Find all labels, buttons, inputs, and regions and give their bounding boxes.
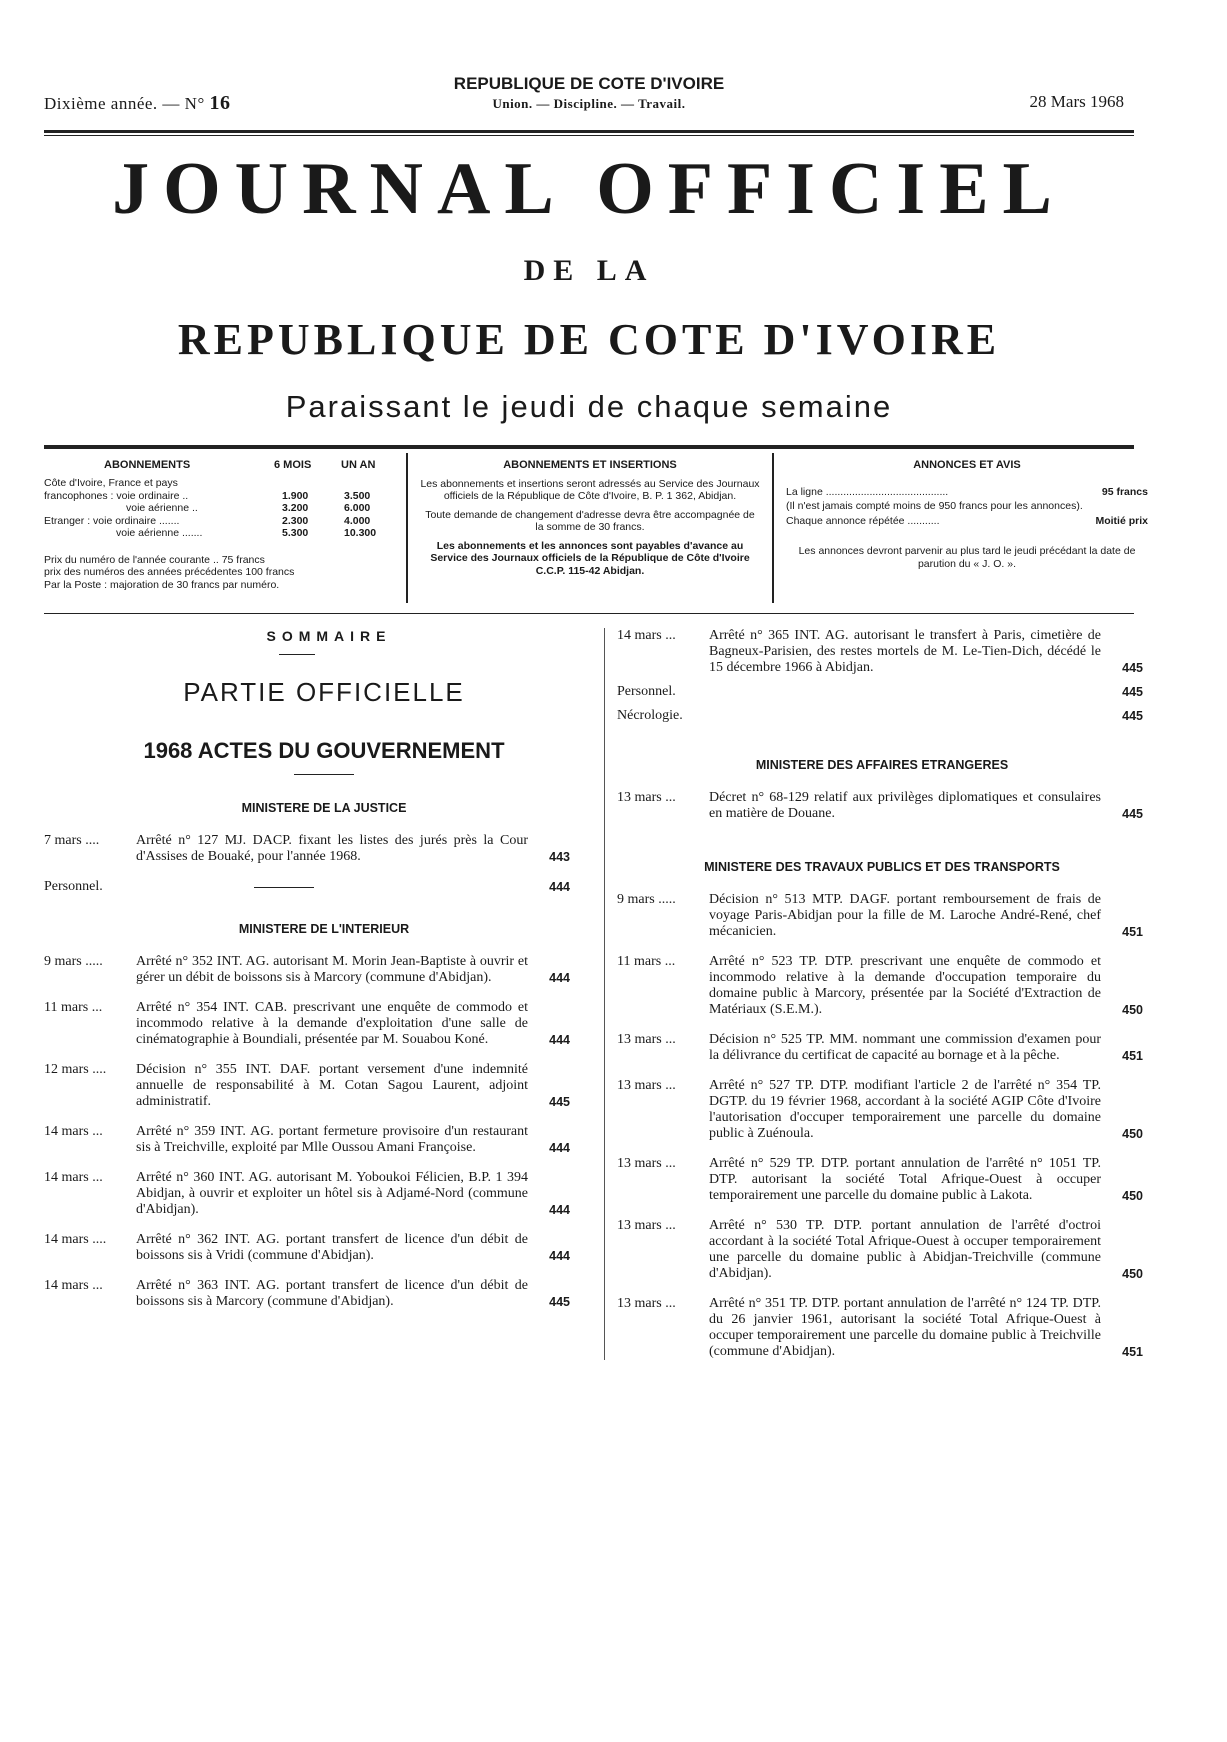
list-item: 14 mars ... Arrêté n° 359 INT. AG. portant fermeture provisoire d'un restaurant sis à Treichville, exploité par Mlle Oussou Amani Françoise. 444 [44, 1124, 570, 1155]
annonces-column [772, 453, 1148, 603]
publication-frequency: Paraissant le jeudi de chaque semaine [285, 389, 893, 424]
sommaire-title: SOMMAIRE [266, 628, 392, 644]
list-item: 14 mars ... Arrêté n° 363 INT. AG. portant transfert de licence d'un débit de boissons sis à Marcory (commune d'Abidjan). 445 [44, 1278, 570, 1309]
rate-row: voie aérienne ....... 5.300 10.300 [116, 527, 377, 539]
minimum-note: (Il n'est jamais compté moins de 950 francs pour les annonces). [786, 499, 1083, 512]
list-item: Personnel. 445 [617, 684, 1143, 699]
header-rule [44, 130, 1134, 136]
repeat-rate: Chaque annonce répétée ........... Moitié prix [786, 515, 1148, 527]
deadline-note: Les annonces devront parvenir au plus tard le jeudi précédant la date de parution du « J. O. ». [798, 545, 1136, 570]
insertions-column [406, 453, 760, 603]
masthead-rule [44, 445, 1134, 449]
rate-row: Côte d'Ivoire, France et pays [44, 477, 178, 489]
ministry-heading: MINISTERE DE LA JUSTICE [241, 801, 407, 815]
partie-officielle: PARTIE OFFICIELLE [183, 677, 465, 707]
six-months-heading: 6 MOIS [274, 459, 312, 471]
rate-row: francophones : voie ordinaire .. 1.900 3.500 [44, 489, 371, 502]
top-header [44, 72, 1134, 124]
divider [294, 774, 354, 775]
list-item: 11 mars ... Arrêté n° 523 TP. DTP. prescrivant une enquête de commodo et incommodo relative à la demande d'occupation temporaire du domaine public à Marcory, présentée par la Société d'Extraction de Matériaux (S.E.M.). 450 [617, 954, 1143, 1017]
journal-title: JOURNAL OFFICIEL [112, 148, 1066, 230]
list-item: 13 mars ... Arrêté n° 530 TP. DTP. portant annulation de l'arrêté d'octroi accordant à la société Total Afrique-Ouest à occuper temporairement une parcelle du domaine public à Abidjan-Treichville (commune d'Abidjan). 450 [617, 1218, 1143, 1281]
issue-date: 28 Mars 1968 [1029, 92, 1124, 111]
divider [279, 654, 315, 655]
annonces-heading: ANNONCES ET AVIS [913, 459, 1021, 471]
list-item: Personnel. 444 [44, 879, 570, 894]
list-item: 13 mars ... Arrêté n° 351 TP. DTP. portant annulation de l'arrêté n° 124 TP. DTP. du 26 janvier 1961, autorisant la société Total Afrique-Ouest à occuper temporairement une parcelle du domaine public à Treichville (commune d'Abidjan). 451 [617, 1296, 1143, 1359]
abonnements-column [44, 453, 394, 603]
ministry-heading: MINISTERE DES TRAVAUX PUBLICS ET DES TRANSPORTS [704, 860, 1060, 874]
list-item: 13 mars ... Arrêté n° 527 TP. DTP. modifiant l'article 2 de l'arrêté n° 354 TP. DGTP. du 19 février 1968, accordant à la société AGIP Côte d'Ivoire l'autorisation d'occuper temporairement une parcelle du domaine public à Zuénoula. 450 [617, 1078, 1143, 1141]
issue-prices: Prix du numéro de l'année courante .. 75 francs prix des numéros des années précédentes 100 francs Par la Poste : majoration de 30 francs par numéro. [44, 553, 295, 591]
list-item: Nécrologie. 445 [617, 708, 1143, 723]
address-change-note: Toute demande de changement d'adresse devra être accompagnée de la somme de 30 francs. [425, 508, 755, 533]
list-item: 12 mars .... Décision n° 355 INT. DAF. portant versement d'une indemnité annuelle de responsabilité à M. Cotan Sagou Laurent, adjoint administratif. 445 [44, 1062, 570, 1109]
republic-header [44, 74, 1134, 112]
one-year-heading: UN AN [341, 459, 376, 471]
list-item: 13 mars ... Décret n° 68-129 relatif aux privilèges diplomatiques et consulaires en matière de Douane. 445 [617, 790, 1143, 821]
list-item: 13 mars ... Décision n° 525 TP. MM. nommant une commission d'examen pour la délivrance du certificat de capacité au bornage et à la pêche. 451 [617, 1032, 1143, 1063]
insertions-heading: ABONNEMENTS ET INSERTIONS [503, 459, 677, 471]
box-rule [44, 613, 1134, 614]
list-item: 9 mars ..... Décision n° 513 MTP. DAGF. portant remboursement de frais de voyage Paris-Abidjan pour la fille de M. Laroche André-René, chef mécanicien. 451 [617, 892, 1143, 939]
ministry-heading: MINISTERE DE L'INTERIEUR [238, 922, 410, 936]
insertions-address: Les abonnements et insertions seront adressés au Service des Journaux officiels de la République de Côte d'Ivoire, B. P. 1 362, Abidjan. [420, 477, 760, 502]
journal-page [44, 72, 1148, 1359]
national-motto: Union. — Discipline. — Travail. [492, 96, 686, 111]
list-item: 14 mars .... Arrêté n° 362 INT. AG. portant transfert de licence d'un débit de boissons sis à Vridi (commune d'Abidjan). 444 [44, 1232, 570, 1263]
divider [254, 887, 314, 888]
ministry-heading: MINISTERE DES AFFAIRES ETRANGERES [755, 758, 1009, 772]
left-column [44, 628, 574, 1310]
list-item: 7 mars .... Arrêté n° 127 MJ. DACP. fixant les listes des jurés près la Cour d'Assises de Bouaké, pour l'année 1968. 443 [44, 833, 570, 864]
rate-row: voie aérienne .. 3.200 6.000 [126, 502, 371, 514]
right-column [604, 628, 1147, 1360]
ligne-rate: La ligne .......................................... 95 francs [786, 485, 1148, 498]
list-item: 11 mars ... Arrêté n° 354 INT. CAB. prescrivant une enquête de commodo et incommodo relative à la demande d'exploitation d'une salle de cinématographie à Boundiali, présentée par M. Souabou Koné. 444 [44, 1000, 570, 1047]
subscription-box [44, 453, 1148, 613]
year-label: Dixième année. — N° [44, 94, 205, 113]
issue-number: 16 [209, 92, 231, 114]
list-item: 9 mars ..... Arrêté n° 352 INT. AG. autorisant M. Morin Jean-Baptiste à ouvrir et gérer un débit de boissons sis à Marcory (commune d'Abidjan). 444 [44, 954, 570, 985]
title-republic: REPUBLIQUE DE COTE D'IVOIRE [177, 315, 1001, 364]
title-de-la: DE LA [523, 254, 655, 287]
masthead [44, 148, 1134, 425]
list-item: 13 mars ... Arrêté n° 529 TP. DTP. portant annulation de l'arrêté n° 1051 TP. DTP. autorisant la société Total Afrique-Ouest à occuper temporairement une parcelle du domaine public à Lakota. 450 [617, 1156, 1143, 1203]
abonnements-heading: ABONNEMENTS [104, 459, 191, 471]
list-item: 14 mars ... Arrêté n° 360 INT. AG. autorisant M. Yoboukoi Félicien, B.P. 1 394 Abidjan, à ouvrir et exploiter un hôtel sis à Adjamé-Nord (commune d'Abidjan). 444 [44, 1170, 570, 1217]
actes-heading: 1968 ACTES DU GOUVERNEMENT [143, 738, 505, 763]
rate-row: Etranger : voie ordinaire ....... 2.300 4.000 [44, 514, 371, 527]
list-item: 14 mars ... Arrêté n° 365 INT. AG. autorisant le transfert à Paris, cimetière de Bagneux-Parisien, des restes mortels de M. Le-Tien-Dich, décédé le 15 décembre 1966 à Abidjan. 445 [617, 628, 1143, 675]
republic-name: REPUBLIQUE DE COTE D'IVOIRE [453, 74, 725, 93]
payment-note: Les abonnements et les annonces sont payables d'avance au Service des Journaux officiels de la République de Côte d'Ivoire C.C.P. 115-42 Abidjan. [430, 539, 750, 577]
